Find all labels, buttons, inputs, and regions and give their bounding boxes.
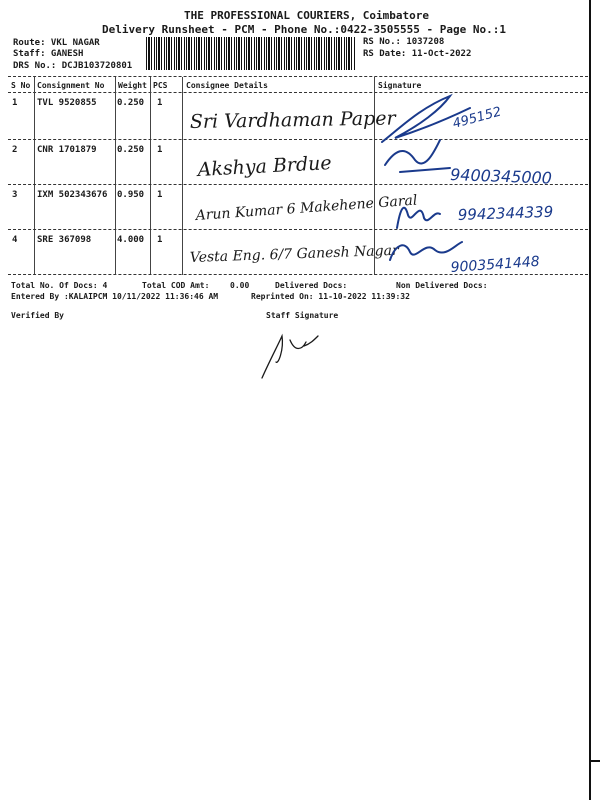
company-title: THE PROFESSIONAL COURIERS, Coimbatore [184,9,430,22]
total-cod-label: Total COD Amt: [142,281,210,290]
row-sno: 1 [12,98,18,108]
phone-handwriting-4: 9003541448 [450,253,541,276]
row-pcs: 1 [157,98,163,108]
non-delivered-docs: Non Delivered Docs: [396,281,488,290]
col-header-consignee: Consignee Details [186,81,268,90]
entered-by: Entered By :KALAIPCM 10/11/2022 11:36:46 AM [11,292,219,301]
row-consignment: TVL 9520855 [37,98,97,108]
signature-scribble-3 [397,208,440,228]
row-weight: 0.250 [117,98,145,108]
verifier-signature [262,336,318,378]
col-header-pcs: PCS [153,81,168,90]
col-header-signature: Signature [378,81,422,90]
rs-number: RS No.: 1037208 [363,37,445,47]
row-sno: 2 [12,145,18,155]
delivered-docs: Delivered Docs: [275,281,348,290]
drs-number: DRS No.: DCJB103720801 [13,61,133,71]
row-pcs: 1 [157,190,163,200]
row-pcs: 1 [157,145,163,155]
consignee-handwriting-2: Akshya Brdue [197,152,333,181]
col-header-weight: Weight [118,81,147,90]
staff-label: Staff: GANESH [13,49,84,59]
signature-scribble-2 [385,140,450,172]
row-sno: 4 [12,235,18,245]
staff-signature-label: Staff Signature [266,311,339,320]
row-weight: 0.950 [117,190,145,200]
total-cod-value: 0.00 [230,281,250,290]
consignee-handwriting-3: Arun Kumar 6 Makehene Garal [195,192,418,224]
rs-date: RS Date: 11-Oct-2022 [363,49,472,59]
printed-on: Reprinted On: 11-10-2022 11:39:32 [251,292,410,301]
row-sno: 3 [12,190,18,200]
consignee-handwriting-4: Vesta Eng. 6/7 Ganesh Nagar [189,242,399,266]
phone-handwriting-2: 9400345000 [449,165,553,188]
row-pcs: 1 [157,235,163,245]
row-weight: 0.250 [117,145,145,155]
consignee-handwriting-1: Sri Vardhaman Paper [189,107,396,133]
row-weight: 4.000 [117,235,145,245]
row-consignment: CNR 1701879 [37,145,97,155]
row-consignment: IXM 502343676 [37,190,108,200]
signature-scribble-4 [390,242,462,260]
phone-handwriting-3: 9942344339 [457,202,554,224]
col-header-sno: S No [11,81,31,90]
verified-by: Verified By [11,311,64,320]
phone-handwriting-1: 495152 [451,104,503,132]
row-consignment: SRE 367098 [37,235,92,245]
total-docs: Total No. Of Docs: 4 [11,281,108,290]
route-label: Route: VKL NAGAR [13,38,100,48]
runsheet-title: Delivery Runsheet - PCM - Phone No.:0422-3505555 - Page No.:1 [102,23,506,36]
col-header-consignment: Consignment No [37,81,105,90]
